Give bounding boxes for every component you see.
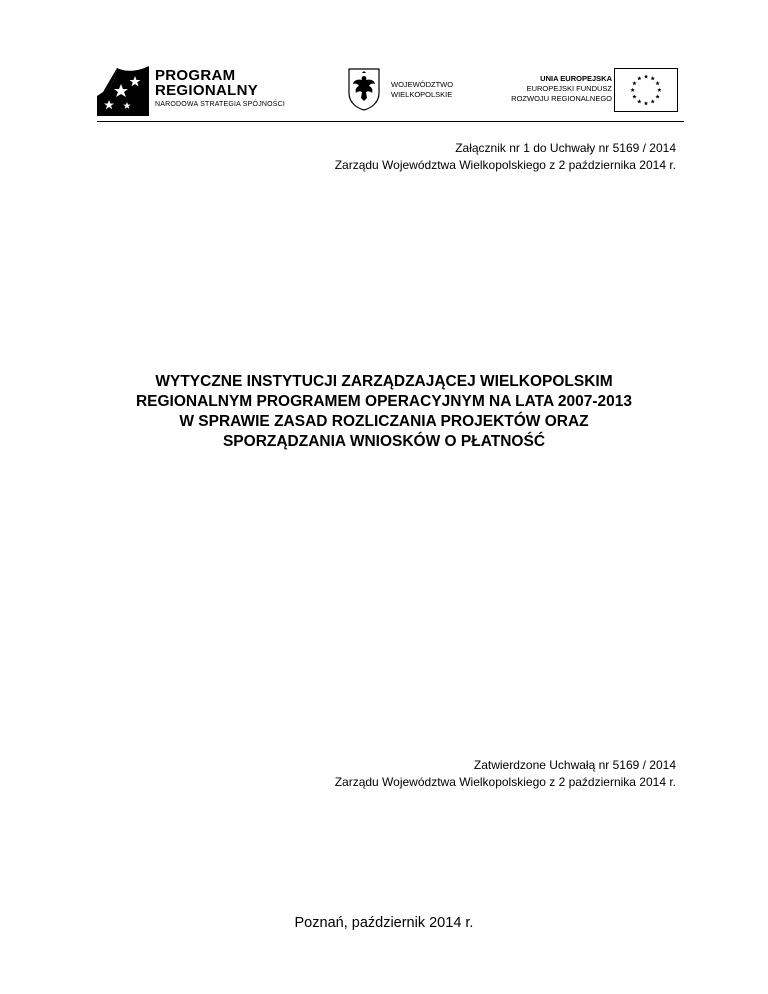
title-line2: REGIONALNYM PROGRAMEM OPERACYJNYM NA LATA 2007-2013 <box>135 393 633 410</box>
program-regionalny-text <box>155 68 285 108</box>
eu-text <box>502 74 612 104</box>
eu-star-icon <box>632 94 636 98</box>
annex-line1: Załącznik nr 1 do Uchwały nr 5169 / 2014 <box>455 141 676 155</box>
title-line3: W SPRAWIE ZASAD ROZLICZANIA PROJEKTÓW ORAZ <box>179 413 589 430</box>
eu-star-icon <box>657 88 661 92</box>
annex-note <box>335 140 676 174</box>
eu-flag-icon <box>614 68 678 112</box>
approved-line1: Zatwierdzone Uchwałą nr 5169 / 2014 <box>473 758 676 772</box>
eu-star-icon <box>655 94 659 98</box>
eu-star-icon <box>637 99 641 103</box>
document-title <box>60 372 708 452</box>
eu-line2: EUROPEJSKI FUNDUSZ <box>526 84 612 93</box>
annex-line2: Zarządu Województwa Wielkopolskiego z 2 października 2014 r. <box>334 158 676 172</box>
title-line1: WYTYCZNE INSTYTUCJI ZARZĄDZAJĄCEJ WIELKOPOLSKIM <box>155 373 613 390</box>
voivodeship-text <box>391 80 453 100</box>
header-divider <box>97 121 684 122</box>
eu-star-icon <box>644 101 648 105</box>
eu-star-icon <box>632 81 636 85</box>
eagle-crest-icon <box>347 67 381 111</box>
eu-star-icon <box>637 76 641 80</box>
eu-star-icon <box>630 88 634 92</box>
eu-star-icon <box>655 81 659 85</box>
eu-star-icon <box>651 76 655 80</box>
voivodeship-line1: WOJEWÓDZTWO <box>391 80 454 89</box>
eu-line3: ROZWOJU REGIONALNEGO <box>511 94 612 103</box>
approval-note <box>335 757 676 791</box>
approved-line2: Zarządu Województwa Wielkopolskiego z 2 października 2014 r. <box>334 775 676 789</box>
place-date: Poznań, październik 2014 r. <box>294 915 474 931</box>
voivodeship-line2: WIELKOPOLSKIE <box>391 90 453 99</box>
eu-star-icon <box>651 99 655 103</box>
program-line2: REGIONALNY <box>155 82 259 99</box>
program-subtitle: NARODOWA STRATEGIA SPÓJNOŚCI <box>155 101 286 108</box>
eu-star-icon <box>644 74 648 78</box>
title-line4: SPORZĄDZANIA WNIOSKÓW O PŁATNOŚĆ <box>222 433 546 450</box>
eu-line1: UNIA EUROPEJSKA <box>540 74 612 83</box>
program-regionalny-logo-icon <box>97 62 149 116</box>
document-header <box>97 60 681 120</box>
program-line1: PROGRAM <box>155 67 236 84</box>
